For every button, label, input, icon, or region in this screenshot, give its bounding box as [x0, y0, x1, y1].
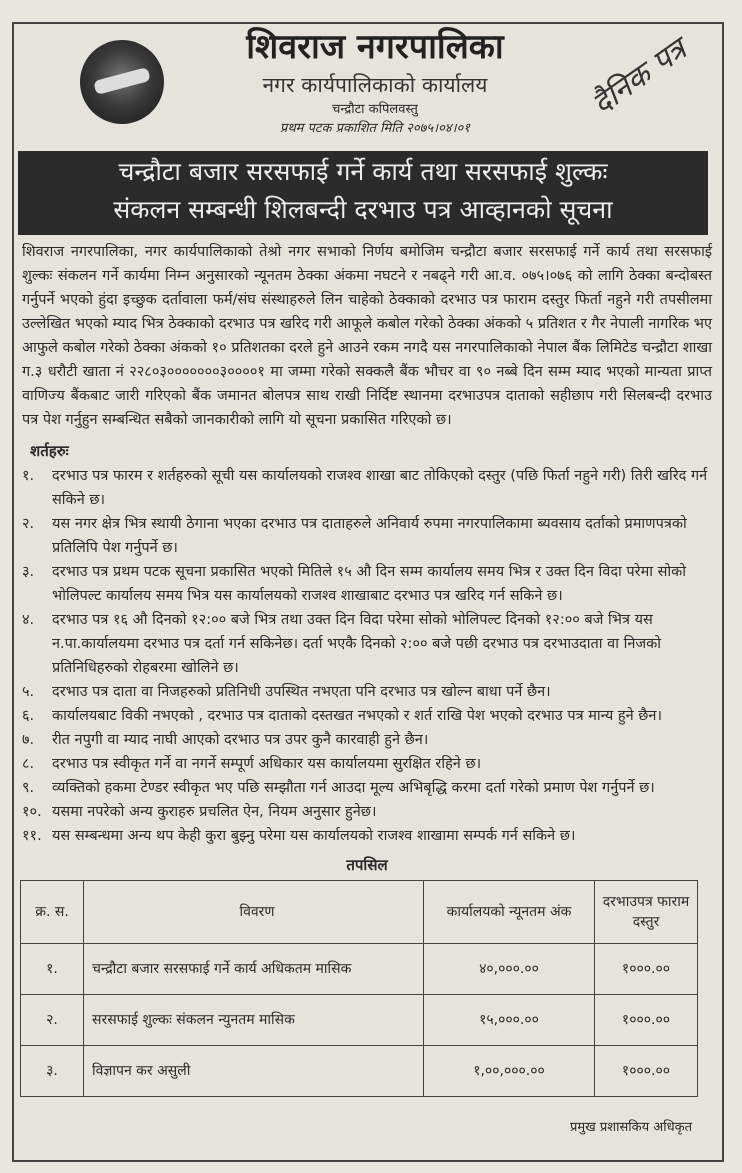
- condition-item: [22, 560, 712, 608]
- cell-form-fee: १०००.००: [595, 944, 698, 995]
- condition-item: [22, 704, 712, 728]
- cell-serial: १.: [21, 944, 84, 995]
- condition-item: [22, 728, 712, 752]
- table-header-row: [21, 881, 698, 944]
- condition-item: [22, 824, 712, 848]
- condition-number: ३.: [22, 564, 35, 580]
- cell-form-fee: १०००.००: [595, 1046, 698, 1097]
- schedule-heading: तपसिल: [346, 856, 388, 874]
- header-form-fee: दरभाउपत्र फाराम दस्तुर: [595, 881, 698, 944]
- office-name: नगर कार्यपालिकाको कार्यालय: [262, 73, 488, 97]
- notice-content: [22, 0, 712, 1157]
- condition-text: दरभाउ पत्र प्रथम पटक सूचना प्रकासित भएको मितिले १५ औ दिन सम्म कार्यालय समय भित्र र उक्त दिन विदा परेमा सोको भोलिपल्ट कार्यालय समय भित्र यस कार्यालयको राजश्व शाखाबाट दरभाउ पत्र खरिद गर्न सकिने छ।: [52, 564, 687, 604]
- condition-number: ११.: [22, 828, 42, 844]
- condition-text: दरभाउ पत्र फारम र शर्तहरुको सूची यस कार्यालयको राजश्व शाखा बाट तोकिएको दस्तुर (पछि फिर्ता नहुने गरी) तिरी खरिद गर्न सकिने छ।: [52, 468, 708, 508]
- cell-minimum-amount: ४०,०००.००: [424, 944, 595, 995]
- condition-item: [22, 776, 712, 800]
- cell-form-fee: १०००.००: [595, 995, 698, 1046]
- cell-description: सरसफाई शुल्कः संकलन न्युनतम मासिक: [84, 995, 424, 1046]
- condition-item: [22, 608, 712, 680]
- condition-number: १.: [22, 468, 35, 484]
- cell-description: चन्द्रौटा बजार सरसफाई गर्ने कार्य अधिकतम मासिक: [84, 944, 424, 995]
- condition-number: ५.: [22, 684, 35, 700]
- notice-body: शिवराज नगरपालिका, नगर कार्यपालिकाको तेश्रो नगर सभाको निर्णय बमोजिम चन्द्रौटा बजार सरसफाई गर्ने कार्य तथा सरसफाई शुल्कः संकलन गर्ने कार्यमा निम्न अनुसारको न्यूनतम ठेक्का अंकमा नघटने र नबढ्ने गरी आ.व. ०७५।०७६ को लागि ठेक्का बन्दोबस्त गर्नुपर्ने भएको हुंदा इच्छुक दर्तावाला फर्म/संघ संस्थाहरुले लिन चाहेको ठेक्काको दरभाउ पत्र फाराम दस्तुर फिर्ता नहुने गरी तपसीलमा उल्लेखित भएको म्याद भित्र ठेक्काको दरभाउ पत्र खरिद गरी आफूले कबोल गरेको ठेक्का अंकको ५ प्रतिशत र गैर नेपाली नागरिक भए आफुले कबोल गरेको ठेक्का अंकको १० प्रतिशतका दरले हुने आउने रकम नगदै यस नगरपालिकाको नेपाल बैंक लिमिटेड चन्द्रौटा शाखा ग.३ धरौटी खाता नं २२८०३०००००००३००००१ मा जम्मा गरेको सक्कलै बैंक भौचर वा ९० नब्बे दिन सम्म म्याद भएको मान्यता प्राप्त वाणिज्य बैंकबाट जारी गरिएको बैंक जमानत बोलपत्र साथ राखी निर्दिष्ट स्थानमा दरभाउपत्र दाताको सहीछाप गरी सिलबन्दी दरभाउ पत्र पेश गर्नुहुन सम्बन्धित सबैको जानकारीको लागि यो सूचना प्रकासित गरिएको छ।: [22, 244, 712, 428]
- table-row: [21, 1046, 698, 1097]
- condition-text: यस नगर क्षेत्र भित्र स्थायी ठेगाना भएका दरभाउ पत्र दाताहरुले अनिवार्य रुपमा नगरपालिकामा ब्यवसाय दर्ताको प्रमाणपत्रको प्रतिलिपि पेश गर्नुपर्ने छ।: [52, 516, 687, 556]
- location: चन्द्रौटा कपिलवस्तु: [332, 102, 418, 117]
- condition-number: ९.: [22, 780, 35, 796]
- publish-date: प्रथम पटक प्रकाशित मिति २०७५।०४।०१: [279, 121, 471, 136]
- header-description: विवरण: [84, 881, 424, 944]
- header-serial: क्र. स.: [21, 881, 84, 944]
- condition-number: ७.: [22, 732, 35, 748]
- schedule-table: [20, 880, 698, 1097]
- condition-number: ८.: [22, 756, 35, 772]
- conditions-heading: शर्तहरुः: [30, 442, 69, 460]
- condition-text: यस सम्बन्धमा अन्य थप केही कुरा बुझ्नु परेमा यस कार्यालयको राजश्व शाखामा सम्पर्क गर्न सकिने छ।: [52, 828, 576, 844]
- handwritten-note: दैनिक पत्र: [585, 32, 694, 123]
- notice-title-line1: चन्द्रौटा बजार सरसफाई गर्ने कार्य तथा सरसफाई शुल्कः: [118, 157, 608, 186]
- condition-item: [22, 464, 712, 512]
- condition-number: १०.: [22, 804, 42, 820]
- notice-title-line2: संकलन सम्बन्धी शिलबन्दी दरभाउ पत्र आव्हानको सूचना: [113, 195, 613, 224]
- cell-serial: ३.: [21, 1046, 84, 1097]
- conditions-list: [22, 464, 712, 848]
- condition-text: दरभाउ पत्र १६ औ दिनको १२:०० बजे भित्र तथा उक्त दिन विदा परेमा सोको भोलिपल्ट दिनको १२:०० बजे भित्र यस न.पा.कार्यालयमा दरभाउ पत्र दर्ता गर्न सकिनेछ। दर्ता भएकै दिनको २:०० बजे पछी दरभाउ पत्र दरभाउदाता वा निजको प्रतिनिधिहरुको रोहबरमा खोलिने छ।: [52, 612, 662, 676]
- condition-number: २.: [22, 516, 35, 532]
- condition-item: [22, 752, 712, 776]
- condition-item: [22, 512, 712, 560]
- condition-text: दरभाउ पत्र दाता वा निजहरुको प्रतिनिधी उपस्थित नभएता पनि दरभाउ पत्र खोल्न बाधा पर्ने छैन।: [52, 684, 551, 700]
- condition-text: दरभाउ पत्र स्वीकृत गर्ने वा नगर्ने सम्पूर्ण अधिकार यस कार्यालयमा सुरक्षित रहिने छ।: [52, 756, 482, 772]
- condition-number: ६.: [22, 708, 35, 724]
- cell-description: विज्ञापन कर असुली: [84, 1046, 424, 1097]
- condition-text: यसमा नपरेको अन्य कुराहरु प्रचलित ऐन, नियम अनुसार हुनेछ।: [52, 804, 377, 820]
- condition-text: कार्यालयबाट विकी नभएको , दरभाउ पत्र दाताको दस्तखत नभएको र शर्त राखि पेश भएको दरभाउ पत्र मान्य हुने छैन।: [52, 708, 662, 724]
- condition-text: रीत नपुगी वा म्याद नाघी आएको दरभाउ पत्र उपर कुनै कारवाही हुने छैन।: [52, 732, 429, 748]
- condition-text: व्यक्तिको हकमा टेण्डर स्वीकृत भए पछि सम्झौता गर्न आउदा मूल्य अभिबृद्धि करमा दर्ता गरेको प्रमाण पेश गर्नुपर्ने छ।: [52, 780, 655, 796]
- condition-number: ४.: [22, 612, 35, 628]
- header-minimum-amount: कार्यालयको न्यूनतम अंक: [424, 881, 595, 944]
- cell-serial: २.: [21, 995, 84, 1046]
- condition-item: [22, 680, 712, 704]
- condition-item: [22, 800, 712, 824]
- cell-minimum-amount: १५,०००.००: [424, 995, 595, 1046]
- cell-minimum-amount: १,००,०००.००: [424, 1046, 595, 1097]
- signatory: प्रमुख प्रशासकिय अधिकृत: [569, 1120, 692, 1135]
- table-row: [21, 995, 698, 1046]
- municipality-name: शिवराज नगरपालिका: [246, 27, 504, 67]
- table-row: [21, 944, 698, 995]
